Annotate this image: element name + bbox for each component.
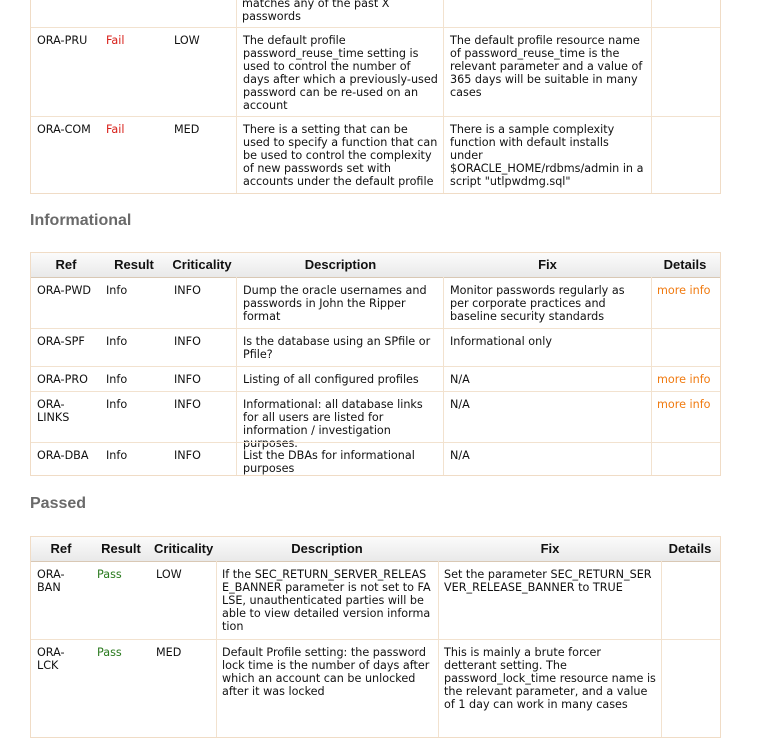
result-cell: Info [106, 449, 128, 462]
criticality-cell: INFO [174, 373, 201, 386]
header-description: Description [304, 257, 377, 272]
table-row [31, 0, 720, 27]
fix-cell: This is mainly a brute forcer detterant setting. The password_lock_time resource name is the relevant parameter, and a value of 1 day can work in many cases [444, 646, 656, 711]
table-row [31, 366, 720, 391]
header-criticality: Criticality [154, 541, 214, 556]
description-cell: matches any of the past X passwords [242, 0, 390, 23]
ref-cell: ORA- LCK [37, 646, 65, 672]
ref-cell: ORA-PWD [37, 284, 91, 297]
header-details: Details [663, 257, 707, 272]
criticality-cell: MED [156, 646, 182, 659]
fix-cell: N/A [450, 373, 470, 386]
header-fix: Fix [540, 541, 560, 556]
result-cell: Info [106, 284, 128, 297]
criticality-cell: INFO [174, 449, 201, 462]
ref-cell: ORA-SPF [37, 335, 85, 348]
description-cell: There is a setting that can be used to specify a function that can be used to control the complexity of new passwords set with accounts under the default profile [243, 123, 438, 188]
criticality-cell: INFO [174, 335, 201, 348]
fix-cell: Informational only [450, 335, 552, 348]
result-cell: Info [106, 398, 128, 411]
header-result: Result [114, 257, 154, 272]
result-cell: Fail [106, 34, 125, 47]
section-title-passed: Passed [30, 495, 87, 512]
ref-cell: ORA- BAN [37, 568, 65, 594]
fix-cell: The default profile resource name of password_reuse_time is the relevant parameter and a value of 365 days will be suitable in many cases [450, 34, 643, 99]
table-row [31, 328, 720, 366]
description-cell: Is the database using an SPfile or Pfile? [243, 335, 431, 361]
result-cell: Info [106, 335, 128, 348]
table-row [31, 391, 720, 450]
result-cell: Info [106, 373, 128, 386]
header-details: Details [668, 541, 712, 556]
table-row [31, 278, 720, 328]
table-header [31, 253, 720, 278]
description-cell: If the SEC_RETURN_SERVER_RELEASE_BANNER parameter is not set to FALSE, unauthenticated parties will be able to view detailed version information [222, 568, 431, 633]
fix-cell: Set the parameter SEC_RETURN_SERVER_RELEASE_BANNER to TRUE [444, 568, 652, 594]
criticality-cell: INFO [174, 284, 201, 297]
fix-cell: Monitor passwords regularly as per corporate practices and baseline security standards [450, 284, 625, 323]
informational-table [30, 252, 721, 476]
table-header [31, 537, 720, 562]
description-cell: Dump the oracle usernames and passwords in John the Ripper format [243, 284, 427, 323]
ref-cell: ORA-PRU [37, 34, 88, 47]
fix-cell: N/A [450, 449, 470, 462]
ref-cell: ORA- LINKS [37, 398, 70, 424]
fix-cell: N/A [450, 398, 470, 411]
more-info-link[interactable]: more info [657, 284, 711, 297]
result-cell: Pass [97, 646, 122, 659]
failed-table [30, 0, 721, 194]
ref-cell: ORA-COM [37, 123, 91, 136]
description-cell: Listing of all configured profiles [243, 373, 419, 386]
more-info-link[interactable]: more info [657, 373, 711, 386]
table-row [31, 639, 720, 717]
table-row [31, 442, 720, 479]
header-criticality: Criticality [172, 257, 232, 272]
fix-cell: There is a sample complexity function with default installs under $ORACLE_HOME/rdbms/admin in a script "utlpwdmg.sql" [450, 123, 644, 188]
description-cell: Default Profile setting: the password lock time is the number of days after which an account can be unlocked after it was locked [222, 646, 430, 698]
description-cell: The default profile password_reuse_time setting is used to control the number of days after which a previously-used password can be re-used on an account [243, 34, 438, 112]
table-row [31, 27, 720, 116]
criticality-cell: LOW [156, 568, 182, 581]
result-cell: Pass [97, 568, 122, 581]
description-cell: List the DBAs for informational purposes [243, 449, 415, 475]
header-description: Description [291, 541, 363, 556]
header-ref: Ref [50, 541, 72, 556]
more-info-link[interactable]: more info [657, 398, 711, 411]
ref-cell: ORA-DBA [37, 449, 89, 462]
header-ref: Ref [55, 257, 77, 272]
ref-cell: ORA-PRO [37, 373, 88, 386]
result-cell: Fail [106, 123, 125, 136]
table-row [31, 116, 720, 194]
criticality-cell: LOW [174, 34, 200, 47]
header-result: Result [101, 541, 141, 556]
description-cell: Informational: all database links for all users are listed for information / investigation purposes. [243, 398, 423, 450]
criticality-cell: INFO [174, 398, 201, 411]
table-row [31, 562, 720, 639]
section-title-informational: Informational [30, 212, 132, 229]
criticality-cell: MED [174, 123, 200, 136]
header-fix: Fix [538, 257, 557, 272]
passed-table [30, 536, 721, 738]
